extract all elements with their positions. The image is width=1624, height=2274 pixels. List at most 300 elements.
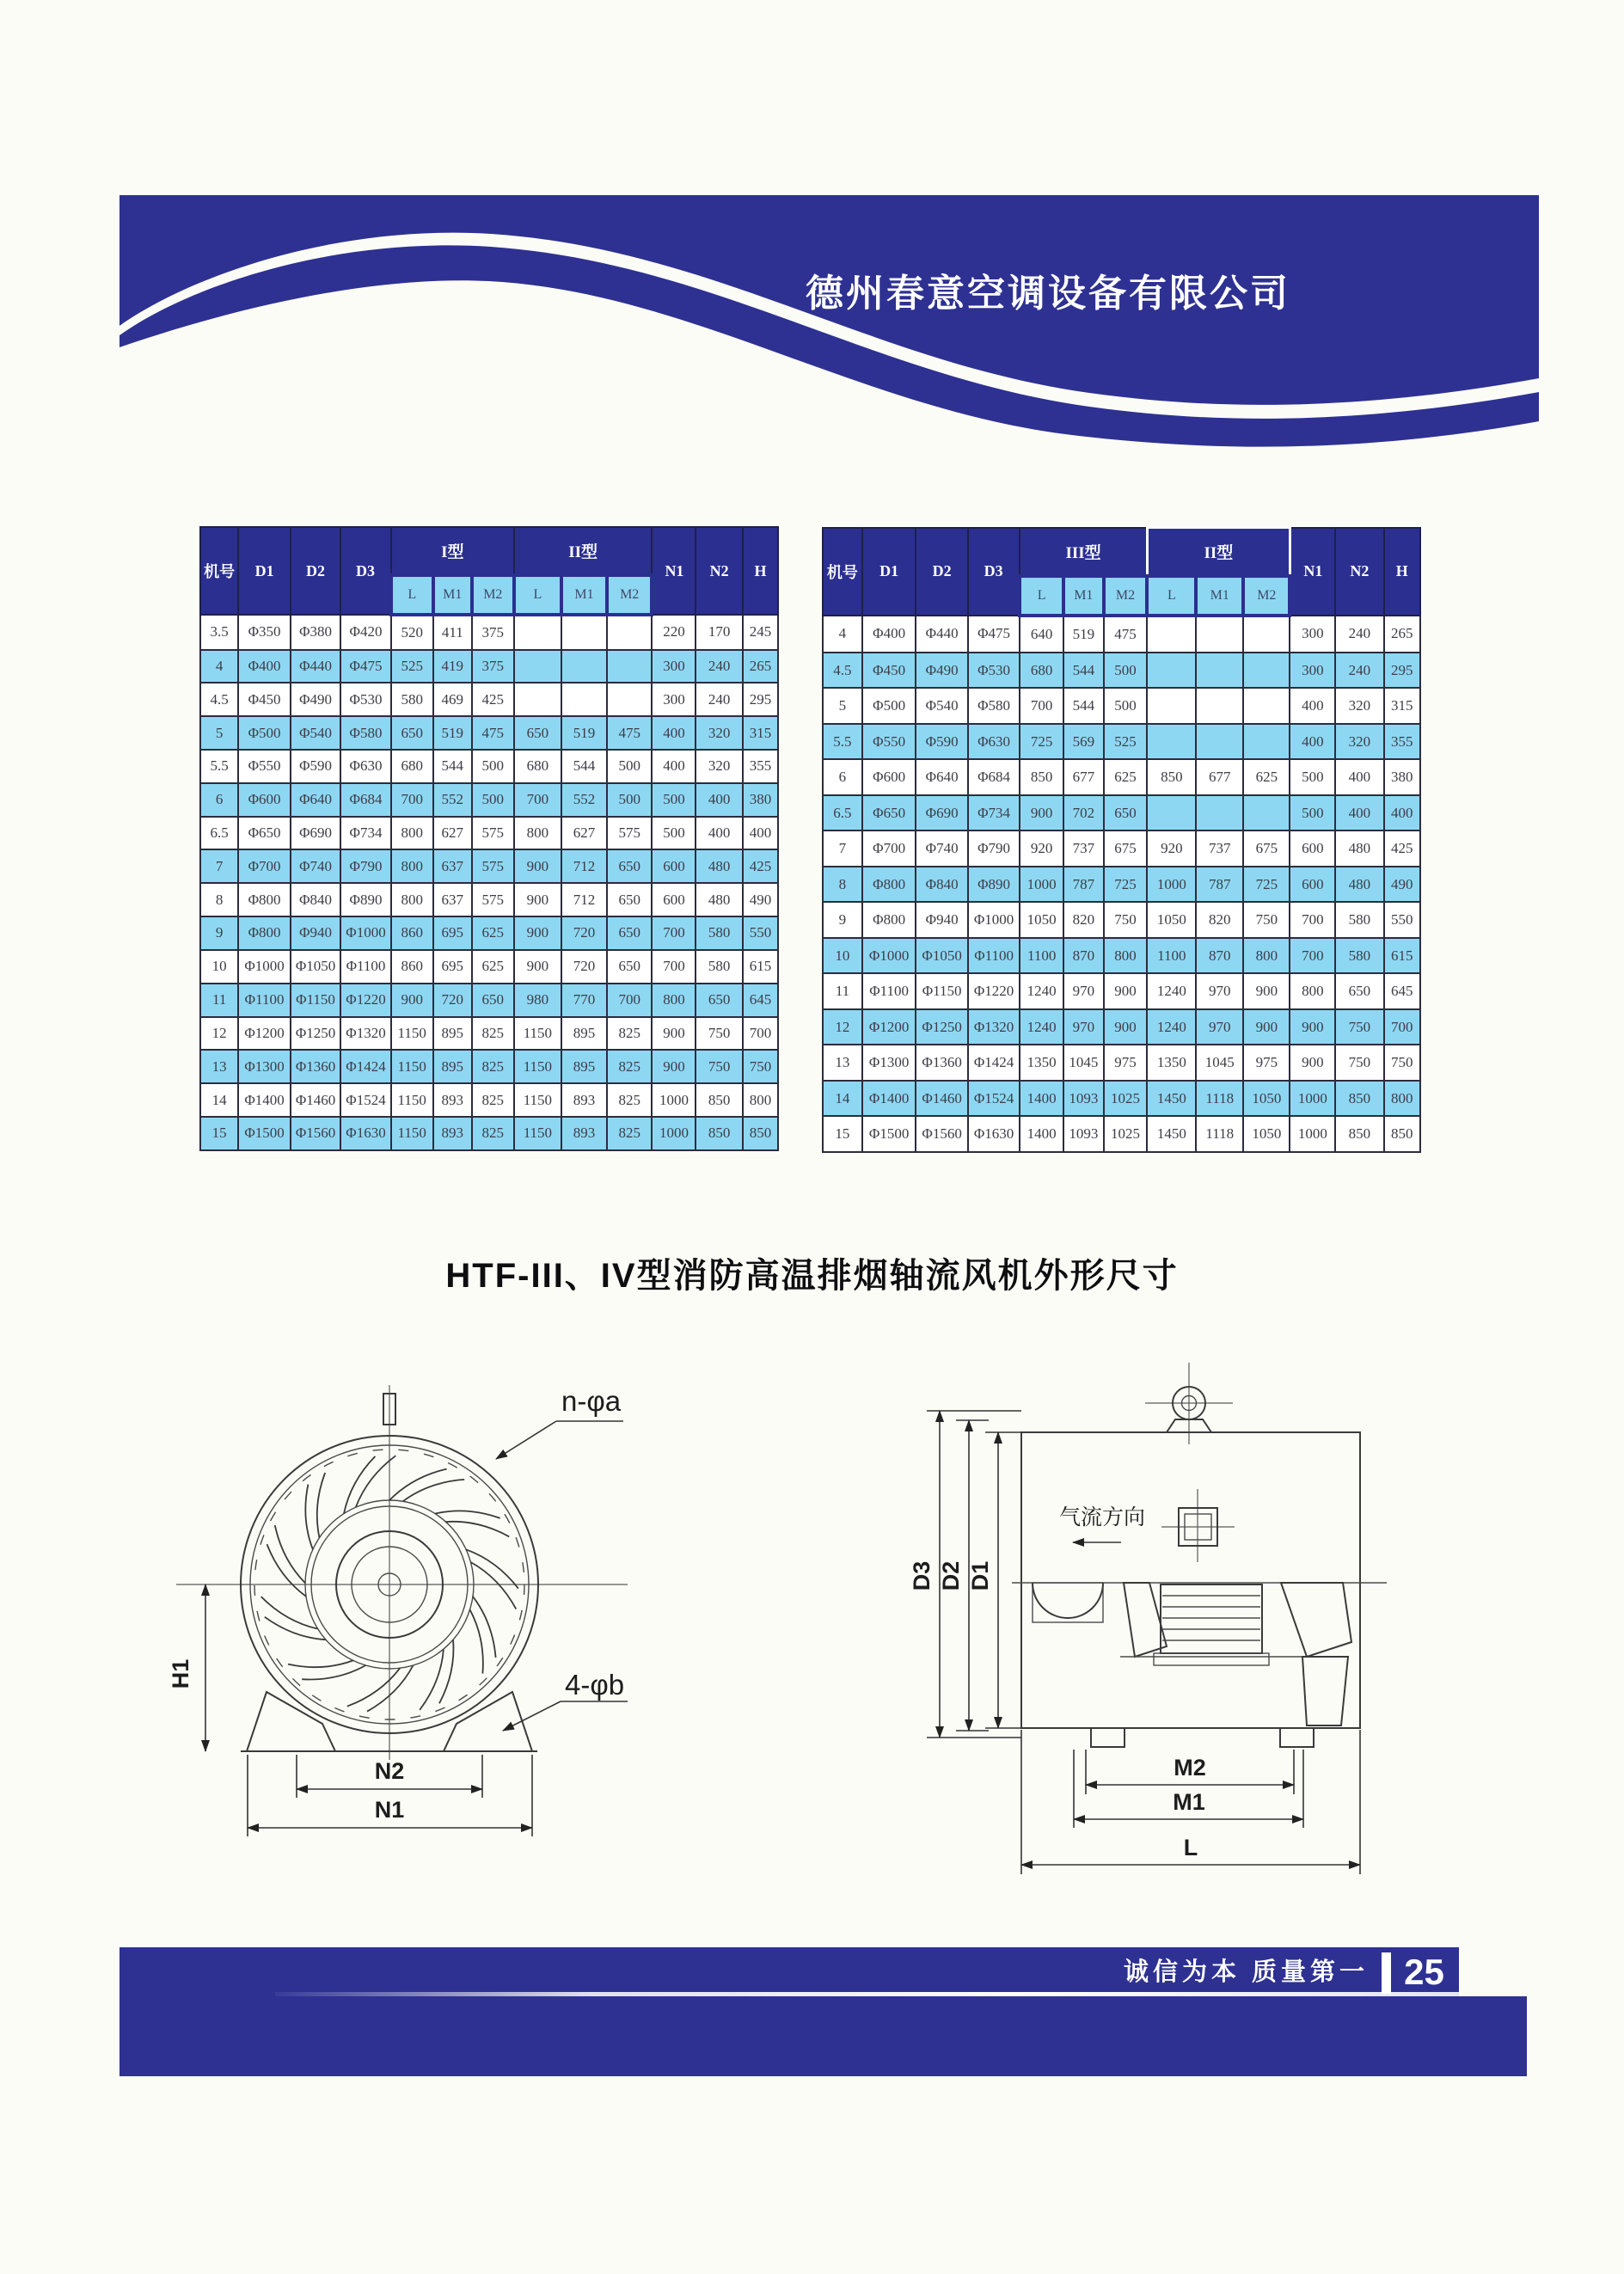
dimension-cell: 475 — [607, 716, 652, 750]
machine-no-cell: 14 — [823, 1081, 862, 1117]
sub-header-m1: M1 — [433, 575, 472, 615]
table-row — [200, 1050, 778, 1083]
machine-no-cell: 3.5 — [200, 615, 238, 650]
dimension-cell: 750 — [696, 1017, 742, 1051]
dimension-cell: 900 — [1020, 795, 1063, 831]
dimension-cell: Φ1460 — [291, 1083, 340, 1117]
dimension-cell: 575 — [607, 817, 652, 850]
dimension-cell: 625 — [472, 916, 514, 950]
mount-foot-right — [1280, 1728, 1314, 1747]
dimension-cell — [607, 650, 652, 683]
dimension-cell: 850 — [696, 1117, 742, 1150]
dimension-cell: Φ540 — [291, 716, 340, 750]
dimension-cell: 750 — [696, 1050, 742, 1083]
table-row — [200, 916, 778, 950]
impeller-blade — [445, 1522, 509, 1537]
dimension-cell: 680 — [514, 750, 561, 783]
table-row — [200, 883, 778, 916]
dimension-cell: Φ700 — [862, 831, 916, 867]
dimension-cell: Φ1524 — [340, 1083, 390, 1117]
dimension-cell: Φ590 — [916, 724, 967, 760]
dimension-cell: 850 — [1335, 1116, 1383, 1152]
dimension-cell: 900 — [514, 950, 561, 984]
dimension-cell: 800 — [1384, 1081, 1420, 1117]
dimension-cell: 750 — [1335, 1009, 1383, 1045]
dimension-cell: Φ475 — [968, 616, 1020, 653]
dimension-cell: Φ400 — [862, 616, 916, 653]
dimension-cell: 650 — [1104, 795, 1148, 831]
col-header-machine-no: 机号 — [200, 527, 238, 615]
col-header-n2: N2 — [1335, 528, 1383, 616]
support-leg — [1302, 1657, 1348, 1725]
dimension-cell: 850 — [1147, 759, 1196, 795]
machine-no-cell: 5.5 — [823, 724, 862, 760]
dimension-cell: Φ1300 — [238, 1050, 290, 1083]
motor-fins — [1162, 1596, 1260, 1640]
dimension-cell: Φ1100 — [862, 973, 916, 1009]
dimension-cell: 240 — [696, 650, 742, 683]
dimension-cell: 400 — [1290, 688, 1335, 724]
dimension-cell: Φ1424 — [340, 1050, 390, 1083]
dimension-cell: Φ350 — [238, 615, 290, 650]
dimension-cell: 400 — [743, 817, 778, 850]
dimension-cell: 1240 — [1147, 1009, 1196, 1045]
dimension-cell: Φ540 — [916, 688, 967, 724]
dimension-cell: Φ500 — [862, 688, 916, 724]
dimension-cell: 750 — [1243, 902, 1290, 938]
dimension-cell — [561, 615, 607, 650]
dimension-cell: 650 — [391, 716, 433, 750]
dimension-cell: Φ890 — [340, 883, 390, 916]
dimension-cell: 1000 — [652, 1117, 696, 1150]
dimension-cell: 500 — [607, 783, 652, 817]
table-row — [823, 653, 1420, 689]
dimension-cell: 265 — [1384, 616, 1420, 653]
dim-label-n1: N1 — [374, 1797, 405, 1823]
dimension-cell — [514, 615, 561, 650]
dimension-cell: 615 — [1384, 938, 1420, 974]
dimension-cell: Φ1250 — [916, 1009, 967, 1045]
dimension-cell: Φ1424 — [968, 1045, 1020, 1081]
dimension-cell: Φ1100 — [238, 984, 290, 1017]
dimension-cell: Φ1000 — [968, 902, 1020, 938]
dimension-cell: 825 — [607, 1017, 652, 1051]
dimension-cell: 580 — [1335, 938, 1383, 974]
dimension-cell: Φ800 — [238, 916, 290, 950]
table-row — [823, 973, 1420, 1009]
dimension-cell: 975 — [1243, 1045, 1290, 1081]
sub-header-m2: M2 — [472, 575, 514, 615]
dimension-cell: Φ490 — [916, 653, 967, 689]
dimension-cell: 970 — [1196, 973, 1243, 1009]
table-row — [200, 817, 778, 850]
dimension-cell: 750 — [1335, 1045, 1383, 1081]
dimension-cell: 469 — [433, 683, 472, 716]
table-row — [200, 1083, 778, 1117]
dimension-cell — [561, 650, 607, 683]
mount-foot-right — [444, 1692, 532, 1751]
dimension-cell — [514, 683, 561, 716]
dimension-cell: 700 — [1384, 1009, 1420, 1045]
dimension-cell: 1045 — [1196, 1045, 1243, 1081]
dimension-cell: 552 — [561, 783, 607, 817]
dim-label-d2: D2 — [938, 1560, 964, 1591]
dimension-cell: 400 — [652, 750, 696, 783]
machine-no-cell: 9 — [823, 902, 862, 938]
dimension-cell: 900 — [1290, 1009, 1335, 1045]
col-header-h: H — [1384, 528, 1420, 616]
sub-header-m2: M2 — [607, 575, 652, 615]
table-row — [823, 1081, 1420, 1117]
dimension-cell: 650 — [472, 984, 514, 1017]
dimension-cell: 645 — [743, 984, 778, 1017]
dimension-cell: 600 — [1290, 867, 1335, 903]
dimension-cell: 893 — [561, 1083, 607, 1117]
dimension-cell: 700 — [607, 984, 652, 1017]
dimension-cell: Φ500 — [238, 716, 290, 750]
dimension-cell: 650 — [696, 984, 742, 1017]
col-group-type-1: I型 — [391, 527, 514, 575]
col-header-n1: N1 — [1290, 528, 1335, 616]
dimension-cell: 720 — [433, 984, 472, 1017]
dimension-cell: Φ840 — [916, 867, 967, 903]
table-body — [823, 616, 1420, 1153]
dimension-cell: 675 — [1243, 831, 1290, 867]
dimension-cell: 900 — [1104, 973, 1148, 1009]
dimension-cell: 850 — [1020, 759, 1063, 795]
dimension-cell: Φ1500 — [238, 1117, 290, 1150]
table-row — [200, 849, 778, 883]
dimension-cell: Φ1000 — [238, 950, 290, 984]
dimension-cell: Φ1200 — [238, 1017, 290, 1051]
col-group-type-2: II型 — [514, 527, 653, 575]
dimension-cell: 500 — [472, 783, 514, 817]
dimension-cell: Φ450 — [862, 653, 916, 689]
dimension-cell: 825 — [607, 1117, 652, 1150]
footer-slogan: 诚信为本 质量第一 — [1123, 1958, 1369, 1986]
impeller-blade — [267, 1544, 307, 1597]
dimension-cell: 860 — [391, 950, 433, 984]
machine-no-cell: 4.5 — [200, 683, 238, 716]
dimension-cell: Φ1050 — [916, 938, 967, 974]
dimension-cell: 1400 — [1020, 1081, 1063, 1117]
dimension-cell: 750 — [743, 1050, 778, 1083]
dimension-cell: Φ790 — [340, 849, 390, 883]
dimension-cell: 1093 — [1063, 1116, 1104, 1152]
dimension-cell: 700 — [1290, 902, 1335, 938]
machine-no-cell: 10 — [823, 938, 862, 974]
dimension-cell: Φ1220 — [968, 973, 1020, 1009]
dimension-cell: 240 — [1335, 616, 1383, 653]
leader-arrow — [503, 1701, 561, 1731]
dimension-cell: 637 — [433, 849, 472, 883]
dimension-cell: 637 — [433, 883, 472, 916]
dimension-cell: 475 — [472, 716, 514, 750]
section-title: HTF-III、IV型消防高温排烟轴流风机外形尺寸 — [445, 1257, 1179, 1295]
dimension-cell: 737 — [1063, 831, 1104, 867]
dimension-cell: 519 — [561, 716, 607, 750]
dimension-cell: 1450 — [1147, 1116, 1196, 1152]
dimension-cell: 893 — [561, 1117, 607, 1150]
dimension-cell: 490 — [743, 883, 778, 916]
dimension-cell: 680 — [1020, 653, 1063, 689]
dimension-cell: Φ440 — [916, 616, 967, 653]
dimension-cell: 680 — [391, 750, 433, 783]
dimension-cell: 580 — [391, 683, 433, 716]
dimension-table-type3-2 — [822, 526, 1421, 1153]
machine-no-cell: 15 — [200, 1117, 238, 1150]
dimension-cell: 400 — [1335, 759, 1383, 795]
dimension-cell: 895 — [561, 1017, 607, 1051]
dimension-cell: Φ1320 — [968, 1009, 1020, 1045]
dimension-cell: 825 — [472, 1083, 514, 1117]
dimension-cell: 1050 — [1147, 902, 1196, 938]
machine-no-cell: 6.5 — [823, 795, 862, 831]
dimension-cell: 725 — [1104, 867, 1148, 903]
support-bracket — [1281, 1583, 1351, 1657]
dimension-cell: 975 — [1104, 1045, 1148, 1081]
dimension-cell: Φ530 — [340, 683, 390, 716]
table-row — [823, 795, 1420, 831]
dimension-cell: Φ630 — [340, 750, 390, 783]
table-row — [200, 1117, 778, 1150]
dimension-cell — [1243, 795, 1290, 831]
dimension-cell: 1118 — [1196, 1116, 1243, 1152]
dimension-cell: Φ800 — [862, 867, 916, 903]
dimension-cell: 519 — [433, 716, 472, 750]
dimension-cell — [1243, 688, 1290, 724]
dimension-cell: Φ420 — [340, 615, 390, 650]
dimension-cell: 787 — [1063, 867, 1104, 903]
sub-header-m2: M2 — [1243, 576, 1290, 616]
dimension-table-type1-2 — [199, 526, 779, 1151]
dimension-cell: 870 — [1063, 938, 1104, 974]
dimension-cell: 1050 — [1020, 902, 1063, 938]
table-row — [200, 716, 778, 750]
dimension-cell: 870 — [1196, 938, 1243, 974]
sub-header-m2: M2 — [1104, 576, 1148, 616]
dimension-cell: 600 — [652, 849, 696, 883]
dimension-cell: 650 — [607, 849, 652, 883]
dimension-cell — [1196, 724, 1243, 760]
table-row — [200, 950, 778, 984]
col-header-d2: D2 — [291, 527, 340, 615]
col-header-d1: D1 — [862, 528, 916, 616]
dimension-cell: 900 — [1243, 973, 1290, 1009]
dimension-cell: Φ475 — [340, 650, 390, 683]
label-foot-holes: 4-φb — [565, 1669, 625, 1701]
dimension-cell: 320 — [696, 716, 742, 750]
table-row — [823, 902, 1420, 938]
dimension-cell: 500 — [607, 750, 652, 783]
table-row — [823, 831, 1420, 867]
dimension-cell: 500 — [1290, 795, 1335, 831]
machine-no-cell: 8 — [200, 883, 238, 916]
dimension-cell: 475 — [1104, 616, 1148, 653]
dimension-cell: 1000 — [1020, 867, 1063, 903]
mount-foot-left — [247, 1692, 335, 1751]
airflow-direction-label: 气流方向 — [1058, 1505, 1146, 1529]
dimension-cell: 1150 — [514, 1050, 561, 1083]
table-row — [200, 750, 778, 783]
dimension-cell: 550 — [743, 916, 778, 950]
dimension-cell: Φ840 — [291, 883, 340, 916]
dimension-cell: 900 — [514, 916, 561, 950]
dimension-cell: 800 — [1243, 938, 1290, 974]
dimension-cell: 900 — [652, 1017, 696, 1051]
dimension-cell: 1000 — [1147, 867, 1196, 903]
dimension-cell: 825 — [472, 1050, 514, 1083]
dimension-cell: Φ600 — [238, 783, 290, 817]
dimension-cell: 650 — [1335, 973, 1383, 1009]
dimension-cell: 1150 — [391, 1017, 433, 1051]
dimension-cell: 850 — [696, 1083, 742, 1117]
dimension-cell: 580 — [696, 950, 742, 984]
dimension-cell: 920 — [1020, 831, 1063, 867]
label-bolt-holes: n-φa — [561, 1385, 622, 1417]
sub-header-m1: M1 — [561, 575, 607, 615]
dimension-cell: Φ640 — [291, 783, 340, 817]
dimension-cell: 825 — [607, 1050, 652, 1083]
dimension-cell: 265 — [743, 650, 778, 683]
dimension-cell: Φ490 — [291, 683, 340, 716]
dimension-cell: 1025 — [1104, 1116, 1148, 1152]
dimension-cell: 893 — [433, 1117, 472, 1150]
dimension-cell — [1196, 688, 1243, 724]
table-row — [823, 616, 1420, 653]
dimension-cell: 525 — [391, 650, 433, 683]
dimension-cell — [1243, 724, 1290, 760]
dimension-cell: 1000 — [1290, 1081, 1335, 1117]
dimension-cell: 490 — [1384, 867, 1420, 903]
dimension-cell: 800 — [391, 883, 433, 916]
machine-no-cell: 4 — [823, 616, 862, 653]
dimension-cell: 480 — [696, 883, 742, 916]
dimension-cell: Φ800 — [238, 883, 290, 916]
dimension-cell: 700 — [652, 950, 696, 984]
dimension-cell: 1093 — [1063, 1081, 1104, 1117]
dimension-cell: 400 — [696, 783, 742, 817]
dimension-cell: 895 — [561, 1050, 607, 1083]
dimension-cell: 625 — [472, 950, 514, 984]
dimension-cell: 700 — [743, 1017, 778, 1051]
dimension-cell: 575 — [472, 883, 514, 916]
machine-no-cell: 9 — [200, 916, 238, 950]
dimension-cell: Φ740 — [291, 849, 340, 883]
dimension-cell: 702 — [1063, 795, 1104, 831]
dimension-cell: Φ940 — [916, 902, 967, 938]
header-wave-graphic — [120, 195, 1539, 479]
dimension-cell: 800 — [1104, 938, 1148, 974]
dimension-cell: Φ380 — [291, 615, 340, 650]
dimension-cell — [607, 615, 652, 650]
dimension-cell: 1400 — [1020, 1116, 1063, 1152]
dimension-cell — [1196, 653, 1243, 689]
dim-label-h1: H1 — [168, 1658, 193, 1689]
footer-corner-notch — [1459, 1946, 1576, 1996]
dimension-cell: 315 — [743, 716, 778, 750]
dimension-cell: 750 — [1104, 902, 1148, 938]
dimension-cell: 900 — [514, 849, 561, 883]
dimension-cell: 1000 — [1290, 1116, 1335, 1152]
dimension-cell: 520 — [391, 615, 433, 650]
dimension-cell: 480 — [1335, 831, 1383, 867]
dimension-cell: 675 — [1104, 831, 1148, 867]
machine-no-cell: 11 — [823, 973, 862, 1009]
dimension-cell: Φ1630 — [968, 1116, 1020, 1152]
dimension-cell: 1240 — [1020, 1009, 1063, 1045]
dimension-cell: Φ1200 — [862, 1009, 916, 1045]
sub-header-m1: M1 — [1063, 576, 1104, 616]
dimension-cell: 400 — [1335, 795, 1383, 831]
dim-label-d1: D1 — [967, 1560, 993, 1591]
dimension-cell: Φ1560 — [916, 1116, 967, 1152]
dimension-cell: Φ700 — [238, 849, 290, 883]
dimension-cell: 300 — [652, 650, 696, 683]
dimension-cell: 240 — [1335, 653, 1383, 689]
col-header-n1: N1 — [652, 527, 696, 615]
col-header-d2: D2 — [916, 528, 967, 616]
dimension-cell: 645 — [1384, 973, 1420, 1009]
machine-no-cell: 5 — [200, 716, 238, 750]
dimension-cell: 893 — [433, 1083, 472, 1117]
dimension-cell: 712 — [561, 849, 607, 883]
dimension-cell: Φ550 — [238, 750, 290, 783]
table-row — [200, 650, 778, 683]
dimension-cell: 240 — [696, 683, 742, 716]
dim-label-m2: M2 — [1174, 1755, 1206, 1781]
impeller-blade — [288, 1660, 353, 1667]
dimension-cell: 320 — [1335, 724, 1383, 760]
dimension-cell: Φ1000 — [340, 916, 390, 950]
dimension-cell — [1147, 688, 1196, 724]
leader-arrow — [496, 1421, 556, 1459]
dimension-cell: 1150 — [514, 1117, 561, 1150]
dimension-cell: Φ400 — [238, 650, 290, 683]
dimension-cell: 419 — [433, 650, 472, 683]
machine-no-cell: 4.5 — [823, 653, 862, 689]
dimension-cell: 900 — [1243, 1009, 1290, 1045]
dimension-cell: Φ530 — [968, 653, 1020, 689]
dimension-cell — [1147, 724, 1196, 760]
table-row — [823, 688, 1420, 724]
impeller-blade — [275, 1525, 305, 1583]
dimension-cell: 650 — [607, 950, 652, 984]
dimension-cell: 820 — [1063, 902, 1104, 938]
table-row — [200, 1017, 778, 1051]
dimension-cell — [1147, 616, 1196, 653]
dimension-cell: 895 — [433, 1050, 472, 1083]
dimension-cell: 900 — [652, 1050, 696, 1083]
dimension-cell: 1150 — [514, 1083, 561, 1117]
dimension-cell: 695 — [433, 916, 472, 950]
dimension-cell: 500 — [1104, 653, 1148, 689]
dimension-cell: 627 — [433, 817, 472, 850]
dimension-cell: 575 — [472, 817, 514, 850]
dimension-cell: 1100 — [1020, 938, 1063, 974]
dimension-cell: 552 — [433, 783, 472, 817]
table-row — [823, 1009, 1420, 1045]
dimension-cell: 480 — [1335, 867, 1383, 903]
dimension-cell: 544 — [1063, 688, 1104, 724]
dimension-cell: 600 — [1290, 831, 1335, 867]
dimension-cell: Φ630 — [968, 724, 1020, 760]
table-row — [200, 984, 778, 1017]
dimension-cell: Φ550 — [862, 724, 916, 760]
table-row — [200, 783, 778, 817]
dimension-cell: 650 — [514, 716, 561, 750]
impeller-blade — [305, 1485, 313, 1550]
